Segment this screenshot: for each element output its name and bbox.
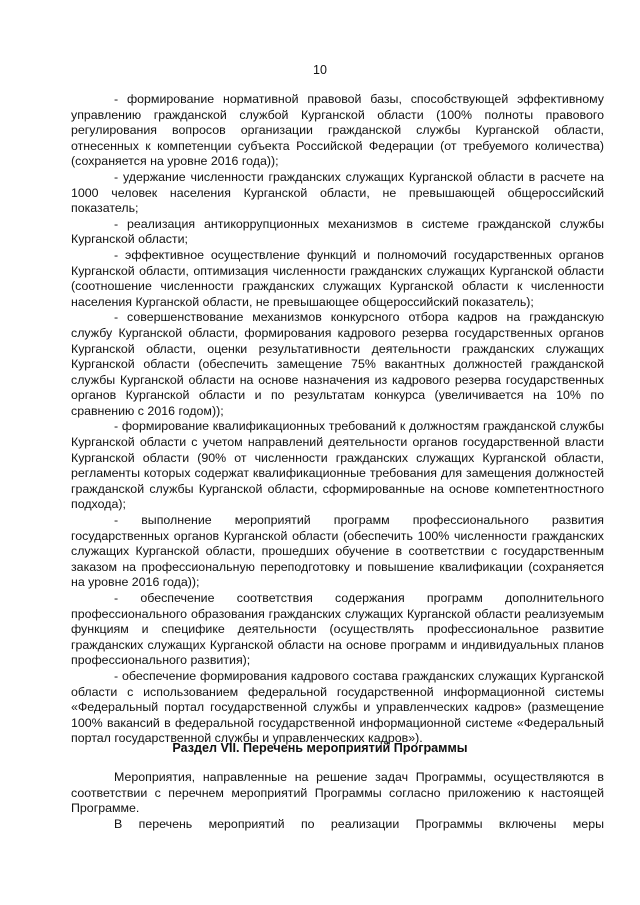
page-number: 10 bbox=[313, 63, 327, 77]
list-item: - обеспечение соответствия содержания программ дополнительного профессионального образования гражданских служащих Курганской области реализуемым функциям и специфике деятельности (осуществлять профессиональное развитие гражданских служащих Курганской области на основе программ и индивидуальных планов профессионального развития); bbox=[71, 591, 604, 668]
list-item: - формирование квалификационных требований к должностям гражданской службы Курганской области с учетом направлений деятельности органов государственной власти Курганской области (90% от численности гражданских служащих Курганской области, регламенты которых содержат квалификационные требования для замещения должностей гражданской службы Курганской области, сформированные на основе компетентностного подхода); bbox=[71, 419, 604, 512]
section-heading: Раздел VII. Перечень мероприятий Программы bbox=[172, 741, 468, 755]
section-body bbox=[71, 770, 604, 832]
list-item: - совершенствование механизмов конкурсного отбора кадров на гражданскую службу Курганской области, формирования кадрового резерва государственных органов Курганской области, оценки результативности деятельности гражданских служащих Курганской области (обеспечить замещение 75% вакантных должностей гражданской службы Курганской области на основе назначения из кадрового резерва государственных органов Курганской области и по результатам конкурса (увеличивается на 10% по сравнению с 2016 годом)); bbox=[71, 310, 604, 418]
goals-list bbox=[71, 92, 604, 747]
list-item: - обеспечение формирования кадрового состава гражданских служащих Курганской области с использованием федеральной государственной информационной системы «Федеральный портал государственной службы и управленческих кадров» (размещение 100% вакансий в федеральной государственной информационной системе «Федеральный портал государственной службы и управленческих кадров»). bbox=[71, 668, 604, 746]
list-item: - реализация антикоррупционных механизмов в системе гражданской службы Курганской области; bbox=[71, 216, 604, 247]
list-item: - выполнение мероприятий программ профессионального развития государственных органов Курганской области (обеспечить 100% численности гражданских служащих Курганской области, прошедших обучение в соответствии с государственным заказом на профессиональную переподготовку и повышение квалификации (сохраняется на уровне 2016 года)); bbox=[71, 513, 604, 590]
list-item: - эффективное осуществление функций и полномочий государственных органов Курганской области, оптимизация численности гражданских служащих Курганской области (соотношение численности гражданских служащих Курганской области к численности населения Курганской области, не превышающее общероссийский показатель); bbox=[71, 247, 604, 309]
list-item: - формирование нормативной правовой базы, способствующей эффективному управлению гражданской службой Курганской области (100% полноты правового регулирования вопросов организации гражданской службы Курганской области, отнесенных к компетенции субъекта Российской Федерации (от требуемого количества) (сохраняется на уровне 2016 года)); bbox=[71, 92, 604, 169]
section-paragraph: В перечень мероприятий по реализации Программы включены меры bbox=[114, 816, 604, 831]
list-item: - удержание численности гражданских служащих Курганской области в расчете на 1000 человек населения Курганской области, не превышающей общероссийский показатель; bbox=[71, 169, 604, 216]
section-paragraph: Мероприятия, направленные на решение задач Программы, осуществляются в соответствии с перечнем мероприятий Программы согласно приложению к настоящей Программе. bbox=[71, 770, 604, 816]
